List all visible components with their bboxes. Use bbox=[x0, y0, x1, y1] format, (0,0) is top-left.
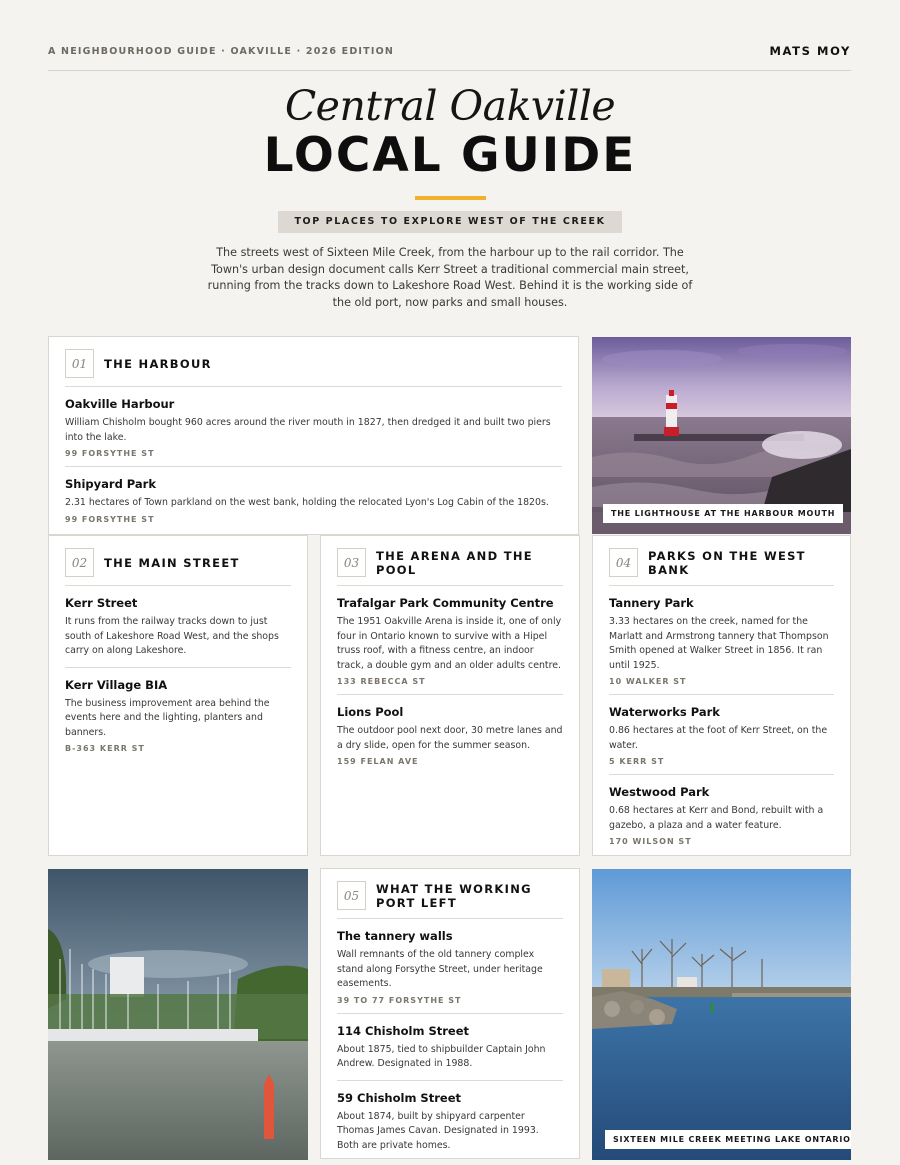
place-description: About 1875, tied to shipbuilder Captain John Andrew. Designated in 1988. bbox=[337, 1043, 546, 1069]
guide-kicker: A NEIGHBOURHOOD GUIDE · OAKVILLE · 2026 EDITION bbox=[48, 46, 395, 57]
place-name: Shipyard Park bbox=[65, 477, 157, 491]
section-card-harbour bbox=[48, 336, 579, 535]
place-item bbox=[65, 668, 291, 762]
marina-image bbox=[48, 869, 308, 1160]
place-name: Tannery Park bbox=[609, 596, 694, 610]
place-item bbox=[609, 695, 834, 775]
place-item bbox=[65, 467, 562, 532]
place-item bbox=[337, 919, 563, 1014]
place-item bbox=[337, 586, 563, 695]
place-item bbox=[337, 1081, 563, 1162]
section-header bbox=[609, 548, 834, 586]
photo-caption: SIXTEEN MILE CREEK MEETING LAKE ONTARIO bbox=[605, 1130, 851, 1149]
place-address: 159 FELAN AVE bbox=[337, 757, 419, 766]
place-name: The tannery walls bbox=[337, 929, 453, 943]
section-number: 04 bbox=[609, 548, 638, 577]
place-description: 3.33 hectares on the creek, named for the Marlatt and Armstrong tannery that Thompson Smith opened at Walker Street in 1856. It ran until 1925. bbox=[609, 616, 829, 671]
place-description: The business improvement area behind the events here and the lighting, planters and banners. bbox=[65, 697, 270, 738]
place-address: 10 WALKER ST bbox=[609, 677, 687, 686]
place-address: 99 FORSYTHE ST bbox=[65, 449, 155, 458]
author-name: MATS MOY bbox=[769, 44, 851, 58]
place-item bbox=[65, 387, 562, 467]
section-title: THE ARENA AND THE POOL bbox=[376, 548, 533, 577]
section-header bbox=[337, 548, 563, 586]
section-title: WHAT THE WORKING PORT LEFT bbox=[376, 881, 532, 910]
section-title: THE HARBOUR bbox=[104, 356, 212, 371]
section-title: THE MAIN STREET bbox=[104, 555, 240, 570]
place-description: The 1951 Oakville Arena is inside it, one of only four in Ontario known to survive with a Hipel truss roof, with a fitness centre, an indoor track, a double gym and an older adults centre. bbox=[337, 616, 562, 671]
place-name: Westwood Park bbox=[609, 785, 710, 799]
place-item bbox=[65, 586, 291, 668]
intro-paragraph: The streets west of Sixteen Mile Creek, from the harbour up to the rail corridor. The Town's urban design document calls Kerr Street a traditional commercial main street, running from the tracks down to Lakeshore Road West. Behind it is the working side of the old port, now parks and small houses. bbox=[207, 246, 693, 309]
place-description: 0.86 hectares at the foot of Kerr Street, on the water. bbox=[609, 725, 828, 751]
place-description: About 1874, built by shipyard carpenter Thomas James Cavan. Designated in 1993. Both are private homes. bbox=[337, 1110, 539, 1151]
place-name: Waterworks Park bbox=[609, 705, 720, 719]
section-card-parks bbox=[592, 535, 851, 856]
section-header bbox=[337, 881, 563, 919]
place-name: Oakville Harbour bbox=[65, 397, 175, 411]
place-item bbox=[609, 775, 834, 854]
place-description: 2.31 hectares of Town parkland on the west bank, holding the relocated Lyon's Log Cabin of the 1820s. bbox=[65, 497, 549, 508]
accent-rule bbox=[415, 196, 486, 200]
section-header bbox=[65, 548, 291, 586]
place-name: 114 Chisholm Street bbox=[337, 1023, 469, 1038]
top-bar bbox=[48, 40, 851, 71]
place-item bbox=[337, 1014, 563, 1081]
place-description: 0.68 hectares at Kerr and Bond, rebuilt with a gazebo, a plaza and a water feature. bbox=[609, 805, 824, 831]
section-number: 05 bbox=[337, 881, 366, 910]
marina-photo bbox=[48, 869, 308, 1160]
lighthouse-photo bbox=[592, 337, 851, 534]
place-item bbox=[337, 695, 563, 774]
place-name: Trafalgar Park Community Centre bbox=[337, 596, 554, 610]
photo-caption: THE LIGHTHOUSE AT THE HARBOUR MOUTH bbox=[603, 504, 843, 523]
creek-photo bbox=[592, 869, 851, 1160]
section-header bbox=[65, 349, 562, 387]
place-address: 5 KERR ST bbox=[609, 757, 665, 766]
place-description: William Chisholm bought 960 acres around the river mouth in 1827, then dredged it and built two piers into the lake. bbox=[65, 417, 551, 443]
section-number: 03 bbox=[337, 548, 366, 577]
place-description: The outdoor pool next door, 30 metre lanes and a dry slide, open for the summer season. bbox=[337, 725, 563, 751]
place-name: Kerr Street bbox=[65, 596, 138, 610]
place-address: 99 FORSYTHE ST bbox=[65, 514, 155, 524]
section-card-main-street bbox=[48, 535, 308, 856]
place-address: 39 TO 77 FORSYTHE ST bbox=[337, 995, 462, 1005]
place-name: Lions Pool bbox=[337, 705, 404, 719]
hero-script-title: Central Oakville bbox=[284, 82, 616, 130]
section-card-working-port bbox=[320, 868, 580, 1159]
place-address: B-363 KERR ST bbox=[65, 744, 145, 753]
hero-main-title: LOCAL GUIDE bbox=[263, 128, 637, 183]
place-name: Kerr Village BIA bbox=[65, 677, 168, 692]
place-item bbox=[609, 586, 834, 695]
section-number: 01 bbox=[65, 349, 94, 378]
section-title: PARKS ON THE WEST BANK bbox=[648, 548, 806, 577]
place-description: Wall remnants of the old tannery complex stand along Forsythe Street, under heritage easements. bbox=[337, 949, 543, 989]
creek-image bbox=[592, 869, 851, 1160]
tagline-badge: TOP PLACES TO EXPLORE WEST OF THE CREEK bbox=[278, 211, 622, 233]
place-description: It runs from the railway tracks down to just south of Lakeshore Road West, and the shops carry on along Lakeshore. bbox=[65, 616, 279, 656]
place-name: 59 Chisholm Street bbox=[337, 1090, 461, 1105]
place-address: 133 REBECCA ST bbox=[337, 677, 426, 686]
place-address: 170 WILSON ST bbox=[609, 837, 692, 846]
section-card-arena-pool bbox=[320, 535, 580, 856]
section-number: 02 bbox=[65, 548, 94, 577]
